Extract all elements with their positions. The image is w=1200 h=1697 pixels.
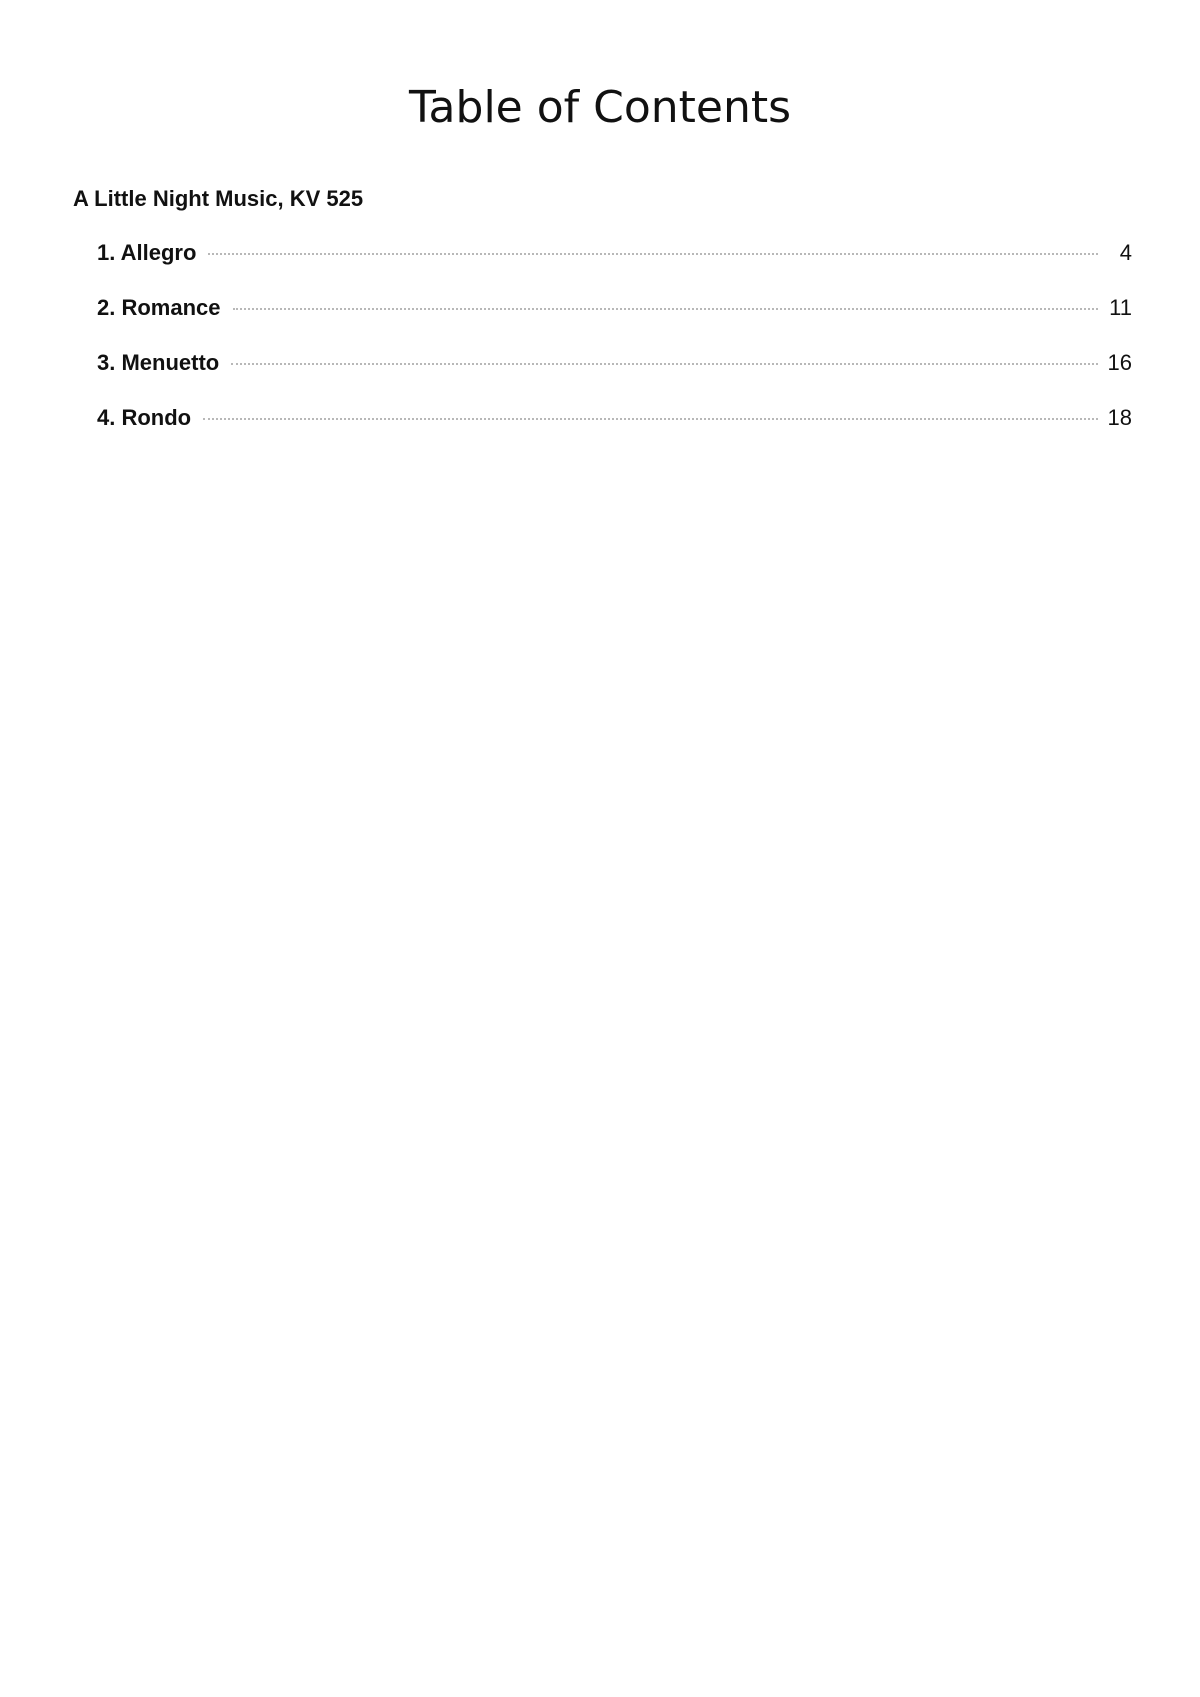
toc-entry-page-number: 16 [1107, 350, 1132, 375]
toc-list [97, 238, 1132, 458]
section-heading: A Little Night Music, KV 525 [73, 186, 364, 211]
toc-entry-menuetto[interactable] [97, 348, 1132, 403]
toc-entry-label: 4. Rondo [97, 405, 192, 430]
toc-entry-label: 3. Menuetto [97, 350, 220, 375]
toc-entry-romance[interactable] [97, 293, 1132, 348]
toc-entry-label: 1. Allegro [97, 240, 197, 265]
toc-entry-rondo[interactable] [97, 403, 1132, 458]
toc-entry-page-number: 11 [1109, 295, 1132, 320]
dot-leader [231, 363, 1097, 365]
toc-entry-allegro[interactable] [97, 238, 1132, 293]
dot-leader [203, 418, 1097, 420]
toc-entry-page-number: 4 [1119, 240, 1132, 265]
page-title: Table of Contents [408, 82, 792, 133]
toc-entry-page-number: 18 [1107, 405, 1132, 430]
dot-leader [233, 308, 1099, 310]
toc-entry-label: 2. Romance [97, 295, 221, 320]
dot-leader [208, 253, 1098, 255]
